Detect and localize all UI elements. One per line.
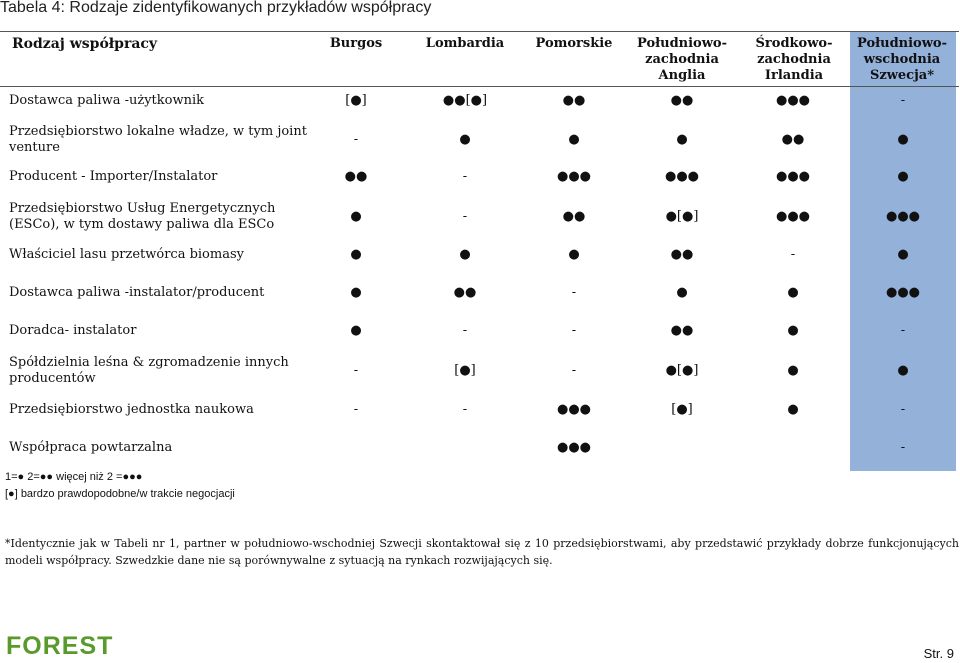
forest-logo: FOREST — [6, 632, 114, 660]
row-label: Przedsiębiorstwo jednostka naukowa — [9, 402, 254, 417]
header-col-burgos: Burgos — [329, 36, 383, 51]
table-cell: ● — [459, 132, 471, 147]
table-cell: - — [571, 363, 577, 378]
table-cell: ● — [676, 132, 688, 147]
table-cell: - — [462, 402, 468, 417]
row-label: Dostawca paliwa -użytkownik — [9, 93, 205, 108]
table-cell: ● — [350, 247, 362, 262]
table-cell: ●● — [562, 93, 586, 108]
table-cell: ● — [897, 247, 909, 262]
table-cell: ●●● — [664, 169, 700, 184]
table-cell: ● — [787, 363, 799, 378]
table-cell: ●●● — [556, 402, 592, 417]
table-cell: ● — [568, 132, 580, 147]
table-cell: ●●● — [775, 169, 811, 184]
footnote: *Identycznie jak w Tabeli nr 1, partner w południowo-wschodniej Szwecji skontaktował się z 10 przedsiębiorstwami, aby przedstawić przykłady dobrze funkcjonujących modeli współpracy. Szwedzkie dane nie są porównywalne z sytuacją na rynkach rozwijających się. — [5, 537, 959, 567]
table-cell: - — [353, 132, 359, 147]
table-cell: ● — [897, 169, 909, 184]
row-label: Właściciel lasu przetwórca biomasy — [9, 247, 244, 262]
table-cell: - — [462, 169, 468, 184]
page-number: Str. 9 — [923, 646, 954, 661]
table-cell: ●● — [781, 132, 805, 147]
table-cell: ●● — [562, 209, 586, 224]
table-cell: ● — [897, 132, 909, 147]
table-cell: [●] — [454, 363, 476, 378]
table-cell: - — [571, 323, 577, 338]
table-cell: ● — [459, 247, 471, 262]
header-col-szwecja: Południowo- wschodnia Szwecja* — [857, 36, 947, 83]
table-cell: ●●[●] — [442, 93, 488, 108]
table-cell: - — [900, 323, 906, 338]
table-cell: - — [462, 209, 468, 224]
row-label: Dostawca paliwa -instalator/producent — [9, 285, 265, 300]
table-cell: ● — [897, 363, 909, 378]
row-label: Spółdzielnia leśna & zgromadzenie innych producentów — [9, 355, 289, 386]
header-col-irlandia: Środkowo- zachodnia Irlandia — [755, 36, 833, 83]
table-cell: ●●● — [556, 169, 592, 184]
table-cell: ●[●] — [665, 363, 699, 378]
table-cell: ● — [676, 285, 688, 300]
row-label: Doradca- instalator — [9, 323, 137, 338]
table-cell: ●[●] — [665, 209, 699, 224]
table-cell: ●● — [670, 247, 694, 262]
table-cell: ●●● — [885, 209, 921, 224]
header-row-label: Rodzaj współpracy — [12, 36, 158, 52]
legend-line-1: 1=● 2=●● więcej niż 2 =●●● — [5, 471, 143, 483]
table-cell: [●] — [345, 93, 367, 108]
table-cell: ● — [787, 285, 799, 300]
header-col-pomorskie: Pomorskie — [535, 36, 613, 51]
row-label: Współpraca powtarzalna — [9, 440, 173, 455]
table-cell: ●● — [670, 93, 694, 108]
table-cell: - — [900, 402, 906, 417]
header-col-anglia: Południowo- zachodnia Anglia — [637, 36, 727, 83]
table-cell: - — [571, 285, 577, 300]
row-label: Producent - Importer/Instalator — [9, 169, 218, 184]
table-cell: ●●● — [885, 285, 921, 300]
table-cell: ●● — [453, 285, 477, 300]
table-cell: ● — [568, 247, 580, 262]
row-label: Przedsiębiorstwo lokalne władze, w tym joint venture — [9, 124, 307, 155]
table-cell: ●● — [344, 169, 368, 184]
table-cell: - — [790, 247, 796, 262]
table-cell: ● — [350, 209, 362, 224]
legend-line-2: [●] bardzo prawdopodobne/w trakcie negocjacji — [5, 488, 235, 500]
cooperation-table — [0, 31, 959, 87]
table-cell: ●● — [670, 323, 694, 338]
table-cell: ●●● — [775, 93, 811, 108]
table-cell: ● — [350, 285, 362, 300]
table-cell: - — [353, 402, 359, 417]
table-header — [0, 31, 959, 87]
table-cell: ● — [787, 323, 799, 338]
table-title: Tabela 4: Rodzaje zidentyfikowanych przykładów współpracy — [0, 0, 432, 16]
row-label: Przedsiębiorstwo Usług Energetycznych (ESCo), w tym dostawy paliwa dla ESCo — [9, 201, 276, 232]
table-cell: ●●● — [775, 209, 811, 224]
table-cell: - — [353, 363, 359, 378]
table-cell: - — [900, 440, 906, 455]
header-col-lombardia: Lombardia — [425, 36, 505, 51]
table-cell: ●●● — [556, 440, 592, 455]
table-cell: ● — [350, 323, 362, 338]
table-cell: - — [462, 323, 468, 338]
table-cell: [●] — [671, 402, 693, 417]
table-cell: - — [900, 93, 906, 108]
table-cell: ● — [787, 402, 799, 417]
